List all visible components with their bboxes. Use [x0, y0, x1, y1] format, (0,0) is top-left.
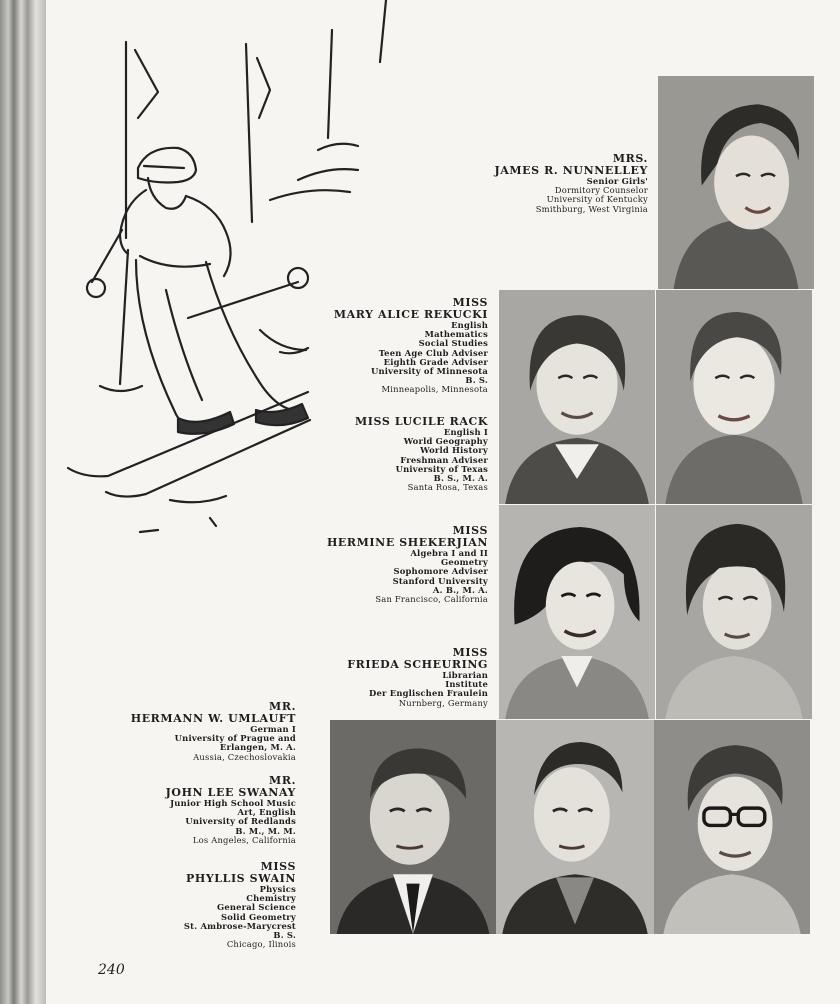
portrait-photo-nunnelley — [658, 76, 814, 289]
portrait-photo-rack — [656, 290, 812, 504]
caption-rekucki: MISS MARY ALICE REKUCKI English Mathematics Social Studies Teen Age Club Adviser Eighth Grade Adviser University of Minnesota B. S. Minneapolis, Minnesota — [333, 296, 488, 395]
caption-scheuring: MISS FRIEDA SCHEURING Librarian Institute Der Englischen Fraulein Nurnberg, Germany — [347, 646, 488, 708]
portrait-photo-rekucki — [499, 290, 655, 504]
caption-swain: MISS PHYLLIS SWAIN Physics Chemistry General Science Solid Geometry St. Ambrose-Marycrest B. S. Chicago, Ilinois — [183, 860, 296, 950]
caption-rack: MISS LUCILE RACK English I World Geography World History Freshman Adviser University of Texas B. S., M. A. Santa Rosa, Texas — [355, 415, 488, 493]
portrait-photo-swanay — [496, 720, 654, 934]
page-number: 240 — [98, 962, 125, 978]
caption-swanay: MR. JOHN LEE SWANAY Junior High School Music Art, English University of Redlands B. M., M. M. Los Angeles, California — [165, 774, 296, 845]
portrait-photo-umlauft — [330, 720, 496, 934]
caption-umlauft: MR. HERMANN W. UMLAUFT German I University of Prague and Erlangen, M. A. Aussia, Czechoslovakia — [130, 700, 296, 762]
book-spine — [0, 0, 46, 1004]
caption-shekerjian: MISS HERMINE SHEKERJIAN Algebra I and II Geometry Sophomore Adviser Stanford University A. B., M. A. San Francisco, California — [326, 524, 488, 605]
caption-nunnelley: MRS. JAMES R. NUNNELLEY Senior Girls' Dormitory Counselor University of Kentucky Smithburg, West Virginia — [494, 152, 648, 214]
portrait-photo-scheuring — [656, 505, 812, 719]
portrait-photo-shekerjian — [499, 505, 655, 719]
portrait-photo-swain — [654, 720, 810, 934]
